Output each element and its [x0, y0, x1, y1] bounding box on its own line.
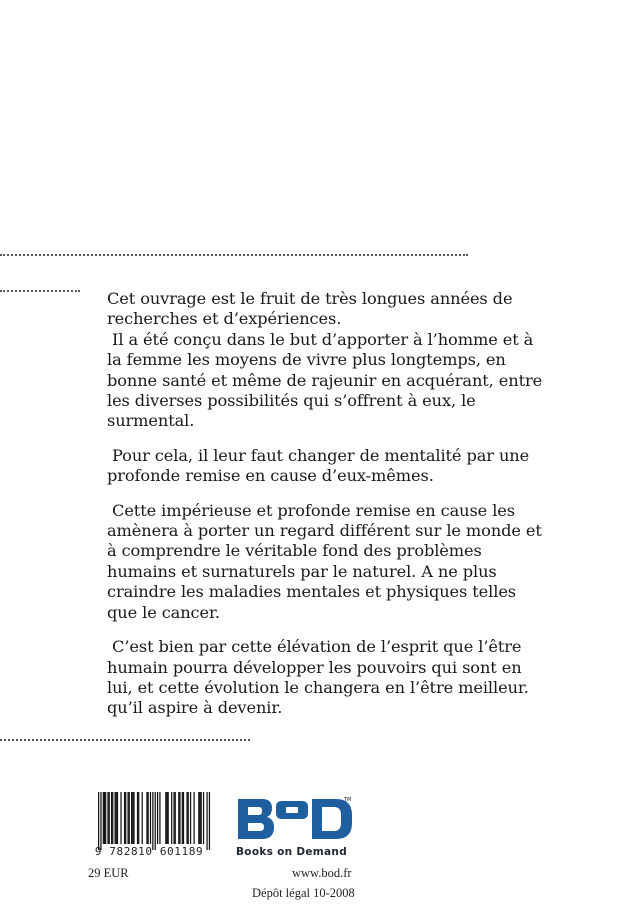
barcode-bar [209, 792, 210, 850]
back-cover-blurb [107, 289, 547, 719]
barcode-bar [157, 792, 158, 844]
barcode-bar [165, 792, 166, 844]
barcode-bar [199, 792, 200, 844]
barcode-bar [159, 792, 160, 844]
barcode-bar [125, 792, 126, 844]
dotted-rule-top [0, 254, 468, 256]
barcode-bar [131, 792, 132, 844]
barcode-bar [188, 792, 189, 844]
barcode-bar [155, 792, 156, 850]
blurb-paragraph-4: C’est bien par cette élévation de l’esprit que l’être humain pourra développer les pouvoirs qui sont en lui, et cette évolution le changera en l’être meilleur. qu’il aspire à devenir. [107, 637, 534, 718]
barcode-bar [129, 792, 130, 844]
barcode-bar [111, 792, 112, 844]
barcode-bar [127, 792, 128, 844]
barcode-bar [107, 792, 108, 844]
dotted-rule-short [0, 290, 80, 292]
barcode-bar [183, 792, 184, 844]
barcode-bar [193, 792, 194, 844]
barcode-bar [116, 792, 117, 844]
barcode-bar [142, 792, 143, 844]
barcode-bar [150, 792, 151, 844]
barcode-bar [132, 792, 133, 844]
price-label: 29 EUR [88, 866, 129, 880]
barcode-bar [201, 792, 202, 844]
barcode-bar [203, 792, 204, 844]
barcode-bar [206, 792, 207, 850]
barcode-bar [190, 792, 191, 844]
barcode-bar [175, 792, 176, 844]
isbn-barcode [86, 792, 212, 860]
barcode-bar [198, 792, 199, 844]
barcode-bar [104, 792, 105, 844]
blurb-paragraph-3: Cette impérieuse et profonde remise en cause les amènera à porter un regard différent sur le monde et à comprendre le véritable fond des problèmes humains et surnaturels par le naturel. A ne plus craindre les maladies mentales et physiques telles que le cancer. [107, 500, 547, 622]
bod-logo [236, 795, 358, 843]
barcode-bar [103, 792, 104, 844]
barcode-bar [182, 792, 183, 844]
barcode-bar [109, 792, 110, 844]
barcode-bars [86, 792, 212, 850]
barcode-bar [120, 792, 121, 844]
barcode-bar [98, 792, 99, 850]
barcode-bar [133, 792, 134, 844]
barcode-digits: 9 782810 601189 [94, 845, 204, 858]
barcode-bar [168, 792, 169, 844]
bod-logo-trademark: TM [344, 797, 352, 803]
barcode-bar [124, 792, 125, 844]
barcode-bar [152, 792, 153, 850]
bod-tagline: Books on Demand [236, 846, 348, 858]
legal-deposit: Dépôt légal 10-2008 [252, 886, 355, 900]
blurb-paragraph-1: Cet ouvrage est le fruit de très longues années de recherches et d’expériences. Il a été conçu dans le but d’apporter à l’homme et à la femme les moyens de vivre plus longtemps, en bonne santé et même de rajeunir en acquérant, entre les diverses possibilités qui s’offrent à eux, le surmental. [107, 289, 543, 431]
barcode-bar [178, 792, 179, 844]
barcode-bar [171, 792, 172, 844]
bod-logo-letter-d [312, 799, 352, 839]
publisher-url[interactable]: www.bod.fr [292, 866, 352, 880]
barcode-bar [138, 792, 139, 844]
barcode-bar [148, 792, 149, 844]
bod-logo-letter-o [276, 801, 308, 819]
barcode-bar [173, 792, 174, 844]
bod-logo-letter-b [238, 799, 274, 839]
barcode-bar [186, 792, 187, 844]
barcode-bar [137, 792, 138, 844]
blurb-paragraph-2: Pour cela, il leur faut changer de mentalité par une profonde remise en cause d’eux-mêmes. [107, 445, 535, 486]
dotted-rule-bottom [0, 739, 250, 741]
barcode-bar [179, 792, 180, 844]
barcode-bar [166, 792, 167, 844]
barcode-bar [117, 792, 118, 844]
barcode-bar [105, 792, 106, 844]
barcode-bar [100, 792, 101, 850]
barcode-bar [146, 792, 147, 844]
barcode-bar [115, 792, 116, 844]
barcode-bar [112, 792, 113, 844]
